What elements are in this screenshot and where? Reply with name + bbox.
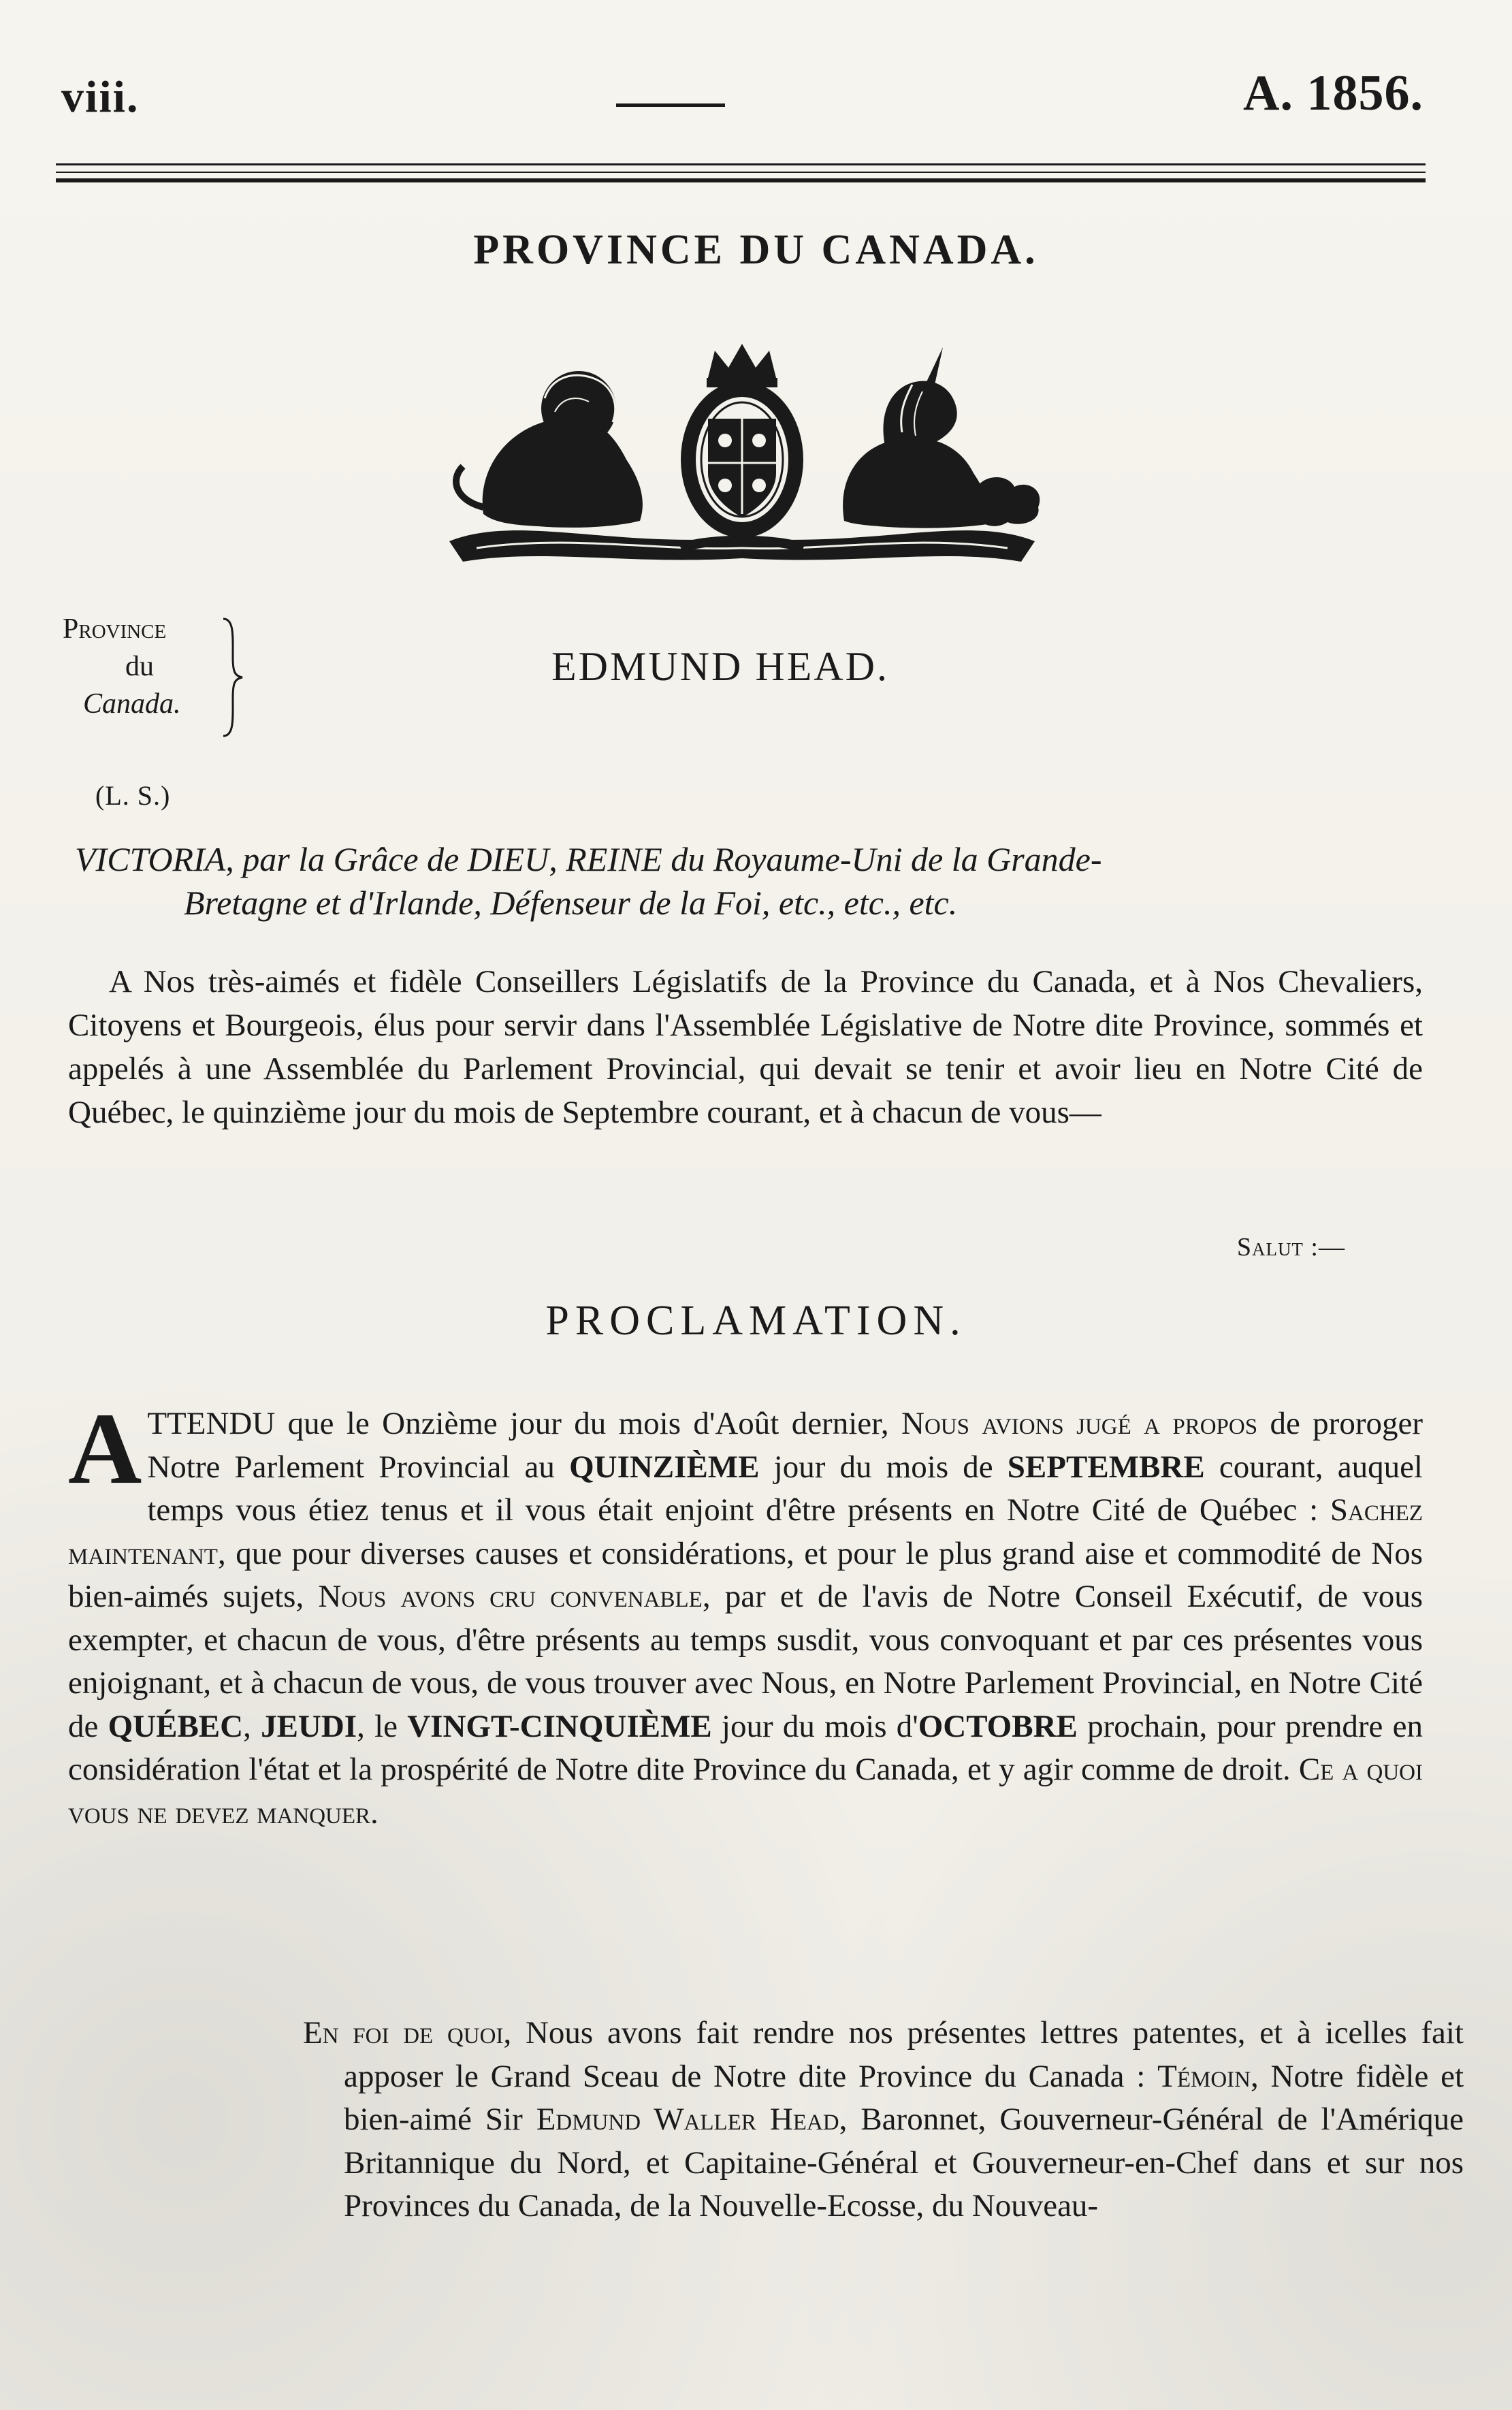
body-month: OCTOBRE [918,1708,1078,1744]
header-dash [616,103,725,107]
attestation-emphasis: Témoin [1157,2058,1251,2094]
salutation: Salut :— [1236,1233,1345,1262]
page-number: viii. [61,72,140,122]
brace-icon [219,616,246,739]
attestation-text: , Nous avons fait rendre nos présentes lettres patentes, et à icelles fait apposer le Grand Sceau de Notre dite Province du Canada : [344,2015,1464,2094]
attestation-text: , Baronnet, Gouverneur-Général de l'Amérique Britannique du Nord, et Capitaine-Général et Gouverneur-en-Chef dans et sur nos Provinces du Canada, de la Nouvelle-Ecosse, du Nouveau- [344,2102,1464,2223]
body-month: SEPTEMBRE [1007,1449,1205,1485]
province-line-3: Canada. [83,688,181,720]
page-title: PROVINCE DU CANADA. [473,227,1039,273]
proclamation-title: PROCLAMATION. [545,1298,967,1344]
proclamation-body [68,1392,1423,1835]
year-label: A. 1856. [1243,65,1423,121]
body-date: VINGT-CINQUIÈME [407,1708,712,1744]
body-emphasis: Sachez maintenant [68,1492,1423,1571]
attestation-text: , Notre fidèle et bien-aimé Sir [344,2058,1464,2137]
drop-cap: A [68,1392,142,1505]
attestation-name: Edmund Waller Head [536,2102,839,2137]
body-emphasis: Ce a quoi vous ne devez manquer. [68,1752,1423,1831]
body-emphasis: Nous avions jugé a propos [901,1406,1258,1441]
royal-title-line-2: Bretagne et d'Irlande, Défenseur de la Foi, etc., etc., etc. [184,884,958,922]
body-date: QUINZIÈME [569,1449,760,1485]
body-text: de proroger Notre Parlement Provincial au [147,1406,1423,1485]
body-text: , le [357,1708,408,1744]
header-rule [56,178,1426,182]
body-text: TTENDU que le Onzième jour du mois d'Août dernier, [147,1406,902,1441]
header-rule [56,163,1426,165]
address-paragraph: A Nos très-aimés et fidèle Conseillers Législatifs de la Province du Canada, et à Nos Chevaliers, Citoyens et Bourgeois, élus pour servir dans l'Assemblée Législative de Notre dite Province, sommés et appelés à une Assemblée du Parlement Provincial, qui devait se tenir et avoir lieu en Notre Cité de Québec, le quinzième jour du mois de Septembre courant, et à chacun de vous— [68,964,1423,1130]
body-text: jour du mois de [759,1449,1008,1485]
seal-mark: (L. S.) [95,780,171,811]
governor-name: EDMUND HEAD. [551,644,889,689]
body-text: , que pour diverses causes et considérations, et pour le plus grand aise et commodité de Nos bien-aimés sujets, [68,1535,1423,1614]
body-emphasis: Nous avons cru convenable [318,1579,703,1614]
royal-title-line-1: VICTORIA, par la Grâce de DIEU, REINE du Royaume-Uni de la Grande- [75,840,1102,878]
coat-of-arms-icon [436,344,1048,568]
body-text: courant, auquel temps vous étiez tenus et il vous était enjoint d'être présents en Notre Cité de Québec : [147,1449,1423,1528]
province-line-2: du [125,651,154,682]
attestation-paragraph [303,2012,1464,2228]
body-city: QUÉBEC [108,1708,244,1744]
header-rule [56,172,1426,173]
body-text: , par et de l'avis de Notre Conseil Exécutif, de vous exempter, et chacun de vous, d'être présents au temps susdit, vous convoquant et par ces présentes vous enjoignant, et à chacun de vous, de vous trouver avec Nous, en Notre Parlement Provincial, en Notre Cité de [68,1579,1423,1744]
attestation-emphasis: En foi de quoi [303,2015,504,2051]
royal-title [75,837,1430,925]
body-text: jour du mois d' [711,1708,918,1744]
body-text: prochain, pour prendre en considération l'état et la prospérité de Notre dite Province du Canada, et y agir comme de droit. [68,1708,1423,1787]
body-day: JEUDI [261,1708,357,1744]
body-text: , [243,1708,261,1744]
province-line-1: Province [63,613,167,645]
